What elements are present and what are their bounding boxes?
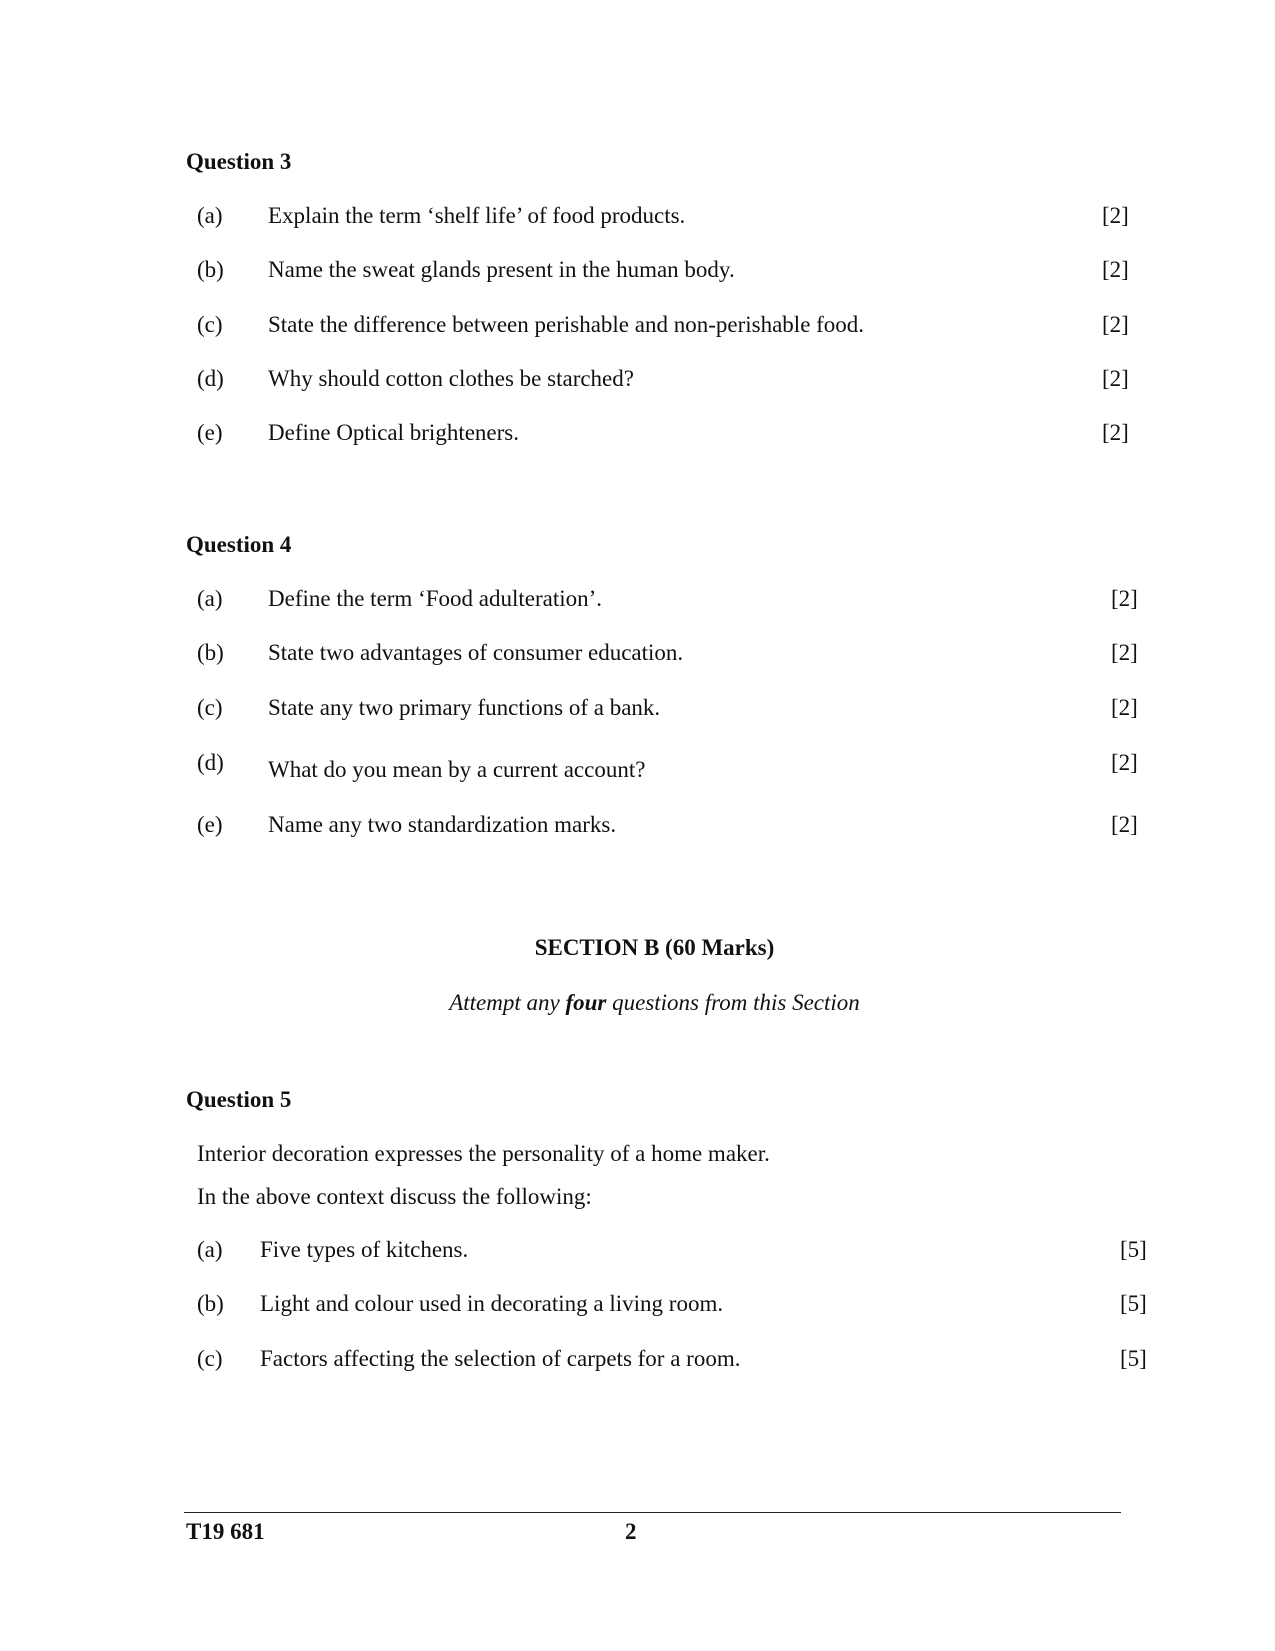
item-text: Name the sweat glands present in the human body.: [268, 257, 735, 282]
page-number: 2: [625, 1519, 637, 1544]
question-4c: [0, 693, 1275, 723]
section-b-title: SECTION B (60 Marks): [534, 935, 775, 960]
question-3e: [0, 418, 1275, 448]
item-label: (d): [197, 366, 224, 391]
item-text: State the difference between perishable and non-perishable food.: [268, 312, 865, 337]
item-marks: [2]: [1111, 586, 1138, 611]
item-text: Light and colour used in decorating a living room.: [260, 1291, 724, 1316]
question-4d: [0, 748, 1275, 782]
question-5-heading: Question 5: [186, 1087, 292, 1112]
item-text: State two advantages of consumer education.: [268, 640, 684, 665]
question-3b: [0, 255, 1275, 285]
item-marks: [2]: [1111, 750, 1138, 775]
question-5-intro-line-1: Interior decoration expresses the personality of a home maker.: [197, 1141, 770, 1166]
item-text: Explain the term ‘shelf life’ of food products.: [268, 203, 686, 228]
item-label: (d): [197, 750, 224, 775]
item-text: Define the term ‘Food adulteration’.: [268, 586, 603, 611]
item-marks: [2]: [1111, 640, 1138, 665]
item-text: Five types of kitchens.: [260, 1237, 469, 1262]
question-4a: [0, 584, 1275, 614]
section-b-instruction: [0, 988, 1275, 1018]
item-marks: [2]: [1102, 312, 1129, 337]
item-label: (e): [197, 812, 223, 837]
item-label: (a): [197, 1237, 223, 1262]
item-text: Why should cotton clothes be starched?: [268, 366, 634, 391]
item-marks: [5]: [1120, 1237, 1147, 1262]
question-5b: [0, 1289, 1275, 1319]
item-label: (b): [197, 1291, 224, 1316]
question-4-heading: Question 4: [186, 532, 292, 557]
item-marks: [2]: [1102, 257, 1129, 282]
question-4b: [0, 638, 1275, 668]
question-5c: [0, 1344, 1275, 1374]
item-marks: [2]: [1111, 812, 1138, 837]
question-5-intro-line-2: In the above context discuss the following:: [197, 1184, 592, 1209]
item-marks: [2]: [1102, 420, 1129, 445]
footer-divider: [184, 1512, 1121, 1513]
item-marks: [5]: [1120, 1346, 1147, 1371]
item-label: (c): [197, 695, 223, 720]
item-text: State any two primary functions of a bank.: [268, 695, 661, 720]
item-label: (e): [197, 420, 223, 445]
instruction-before: Attempt any: [449, 990, 566, 1015]
item-label: (c): [197, 312, 223, 337]
item-marks: [5]: [1120, 1291, 1147, 1316]
item-text: Factors affecting the selection of carpets for a room.: [260, 1346, 741, 1371]
item-text: Name any two standardization marks.: [268, 812, 617, 837]
item-label: (a): [197, 203, 223, 228]
paper-code: T19 681: [186, 1519, 265, 1544]
question-3c: [0, 310, 1275, 340]
question-3a: [0, 201, 1275, 231]
item-marks: [2]: [1102, 366, 1129, 391]
instruction-emphasis: four: [565, 990, 607, 1015]
item-text: Define Optical brighteners.: [268, 420, 519, 445]
item-label: (a): [197, 586, 223, 611]
instruction-after: questions from this Section: [606, 990, 860, 1015]
item-text: What do you mean by a current account?: [268, 757, 646, 782]
question-5a: [0, 1235, 1275, 1265]
item-label: (b): [197, 257, 224, 282]
item-label: (c): [197, 1346, 223, 1371]
question-3d: [0, 364, 1275, 394]
item-label: (b): [197, 640, 224, 665]
item-marks: [2]: [1111, 695, 1138, 720]
item-marks: [2]: [1102, 203, 1129, 228]
question-3-heading: Question 3: [186, 149, 292, 174]
question-4e: [0, 810, 1275, 840]
